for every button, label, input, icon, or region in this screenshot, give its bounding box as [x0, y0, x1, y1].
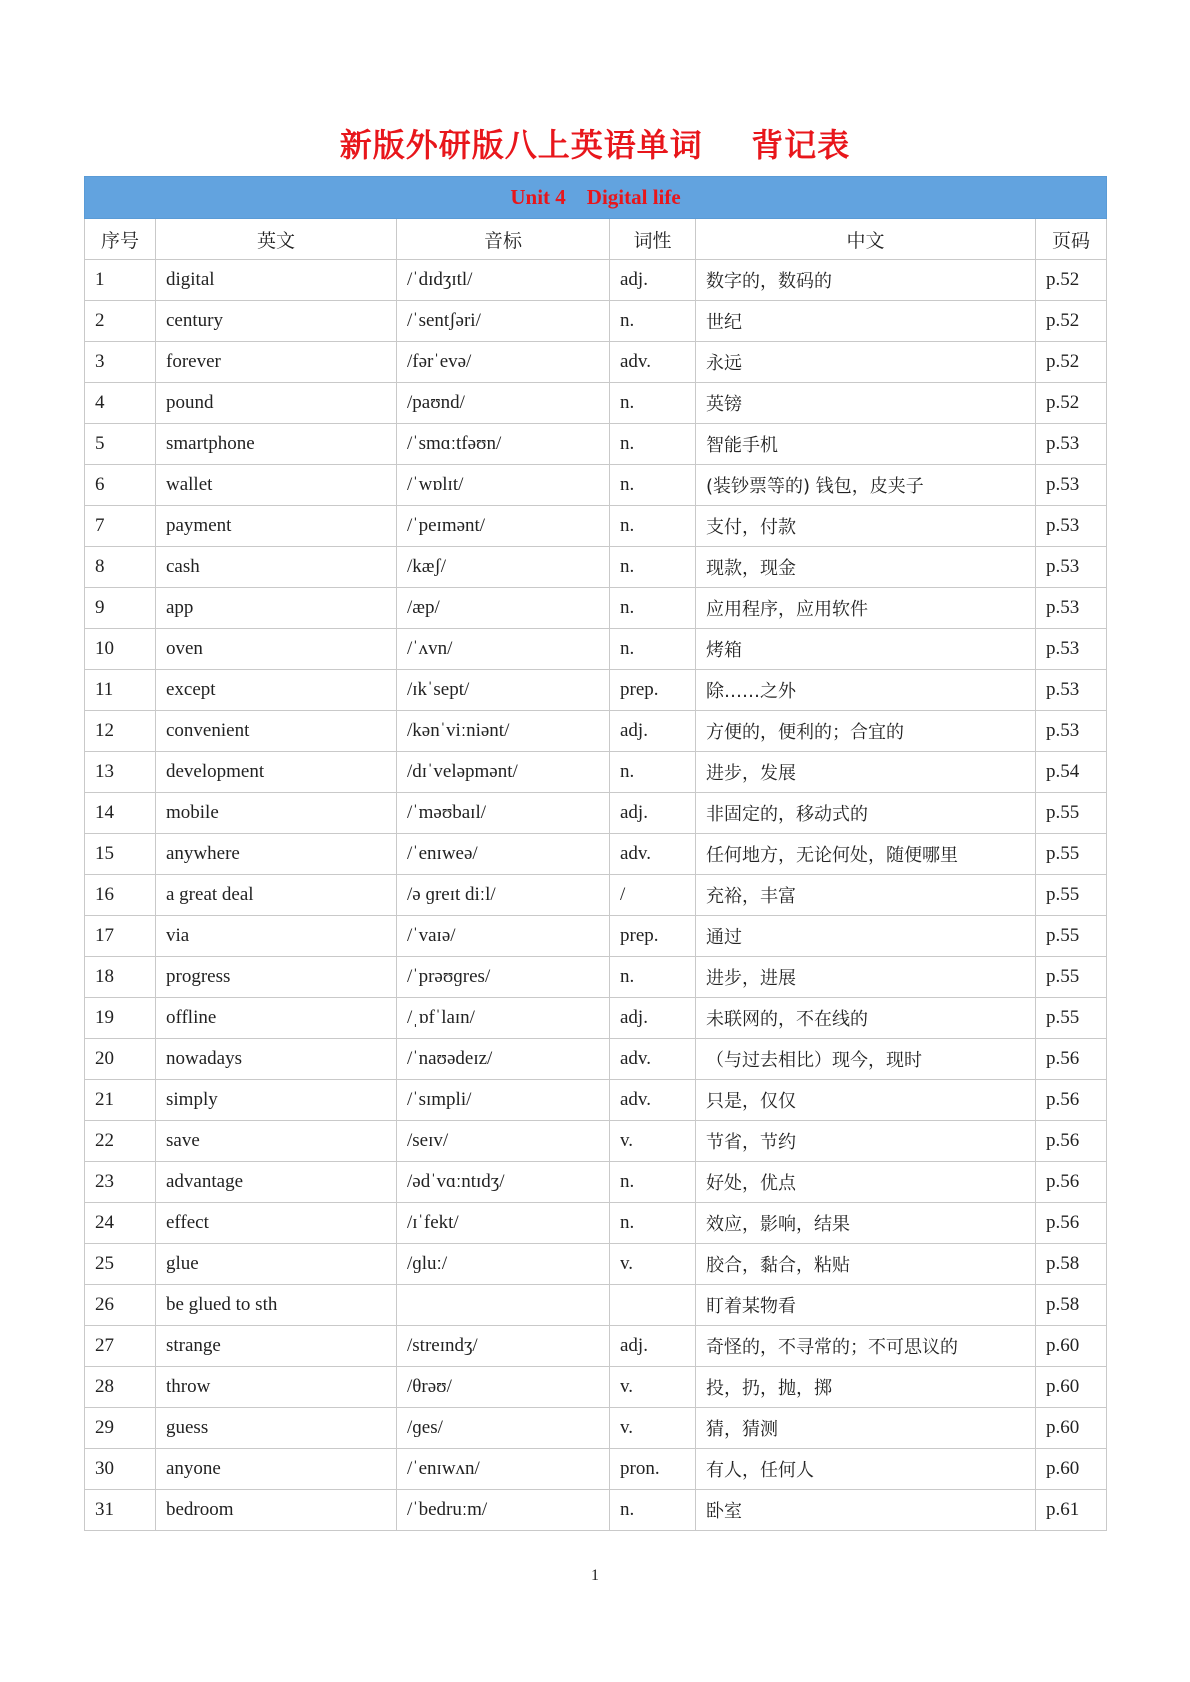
cell-no: 2	[85, 301, 156, 342]
cell-page: p.53	[1036, 547, 1107, 588]
cell-english: progress	[156, 957, 397, 998]
cell-phonetic: /θrəʊ/	[397, 1367, 610, 1408]
cell-phonetic: /ɪˈfekt/	[397, 1203, 610, 1244]
unit-title: Unit 4 Digital life	[85, 177, 1107, 219]
column-header-row	[85, 219, 1107, 260]
cell-phonetic: /dɪˈveləpmənt/	[397, 752, 610, 793]
cell-page: p.53	[1036, 711, 1107, 752]
column-header-page: 页码	[1036, 219, 1107, 260]
cell-page: p.52	[1036, 342, 1107, 383]
table-row	[85, 1162, 1107, 1203]
cell-chinese: 任何地方，无论何处，随便哪里	[696, 834, 1036, 875]
cell-page: p.52	[1036, 301, 1107, 342]
cell-chinese: 效应，影响，结果	[696, 1203, 1036, 1244]
cell-pos: v.	[610, 1408, 696, 1449]
cell-no: 21	[85, 1080, 156, 1121]
table-row	[85, 875, 1107, 916]
cell-page: p.55	[1036, 998, 1107, 1039]
cell-page: p.53	[1036, 506, 1107, 547]
cell-no: 5	[85, 424, 156, 465]
cell-page: p.56	[1036, 1203, 1107, 1244]
cell-page: p.55	[1036, 916, 1107, 957]
cell-phonetic	[397, 1285, 610, 1326]
cell-pos: n.	[610, 465, 696, 506]
cell-pos: /	[610, 875, 696, 916]
cell-english: cash	[156, 547, 397, 588]
cell-pos: n.	[610, 1490, 696, 1531]
cell-no: 9	[85, 588, 156, 629]
cell-page: p.60	[1036, 1408, 1107, 1449]
cell-pos: v.	[610, 1244, 696, 1285]
table-row	[85, 588, 1107, 629]
cell-english: anywhere	[156, 834, 397, 875]
cell-phonetic: /ɪkˈsept/	[397, 670, 610, 711]
cell-english: glue	[156, 1244, 397, 1285]
cell-english: payment	[156, 506, 397, 547]
cell-no: 28	[85, 1367, 156, 1408]
cell-no: 7	[85, 506, 156, 547]
cell-pos: v.	[610, 1367, 696, 1408]
cell-pos	[610, 1285, 696, 1326]
cell-pos: adv.	[610, 342, 696, 383]
cell-page: p.56	[1036, 1121, 1107, 1162]
table-row	[85, 1080, 1107, 1121]
cell-page: p.56	[1036, 1039, 1107, 1080]
cell-english: be glued to sth	[156, 1285, 397, 1326]
cell-page: p.55	[1036, 875, 1107, 916]
cell-phonetic: /ˈvaɪə/	[397, 916, 610, 957]
cell-english: except	[156, 670, 397, 711]
table-row	[85, 1285, 1107, 1326]
cell-page: p.53	[1036, 629, 1107, 670]
cell-pos: prep.	[610, 670, 696, 711]
cell-chinese: 非固定的，移动式的	[696, 793, 1036, 834]
cell-pos: n.	[610, 383, 696, 424]
cell-chinese: 应用程序，应用软件	[696, 588, 1036, 629]
cell-pos: adj.	[610, 711, 696, 752]
cell-chinese: 进步，进展	[696, 957, 1036, 998]
cell-page: p.60	[1036, 1367, 1107, 1408]
cell-chinese: 好处，优点	[696, 1162, 1036, 1203]
table-row	[85, 1203, 1107, 1244]
cell-chinese: 只是，仅仅	[696, 1080, 1036, 1121]
cell-pos: prep.	[610, 916, 696, 957]
cell-no: 22	[85, 1121, 156, 1162]
table-row	[85, 1490, 1107, 1531]
table-row	[85, 629, 1107, 670]
cell-no: 24	[85, 1203, 156, 1244]
cell-chinese: 智能手机	[696, 424, 1036, 465]
cell-phonetic: /æp/	[397, 588, 610, 629]
column-header-english: 英文	[156, 219, 397, 260]
cell-pos: n.	[610, 506, 696, 547]
cell-pos: adv.	[610, 1080, 696, 1121]
table-row	[85, 547, 1107, 588]
table-row	[85, 465, 1107, 506]
cell-chinese: 通过	[696, 916, 1036, 957]
cell-page: p.61	[1036, 1490, 1107, 1531]
cell-chinese: 除……之外	[696, 670, 1036, 711]
cell-english: century	[156, 301, 397, 342]
vocabulary-table	[84, 176, 1107, 1531]
table-row	[85, 834, 1107, 875]
cell-page: p.54	[1036, 752, 1107, 793]
cell-phonetic: /kənˈviːniənt/	[397, 711, 610, 752]
cell-phonetic: /streɪndʒ/	[397, 1326, 610, 1367]
cell-no: 23	[85, 1162, 156, 1203]
cell-page: p.53	[1036, 424, 1107, 465]
cell-no: 18	[85, 957, 156, 998]
cell-page: p.56	[1036, 1162, 1107, 1203]
cell-page: p.53	[1036, 588, 1107, 629]
table-row	[85, 1367, 1107, 1408]
cell-no: 6	[85, 465, 156, 506]
cell-no: 27	[85, 1326, 156, 1367]
cell-phonetic: /ˈsmɑːtfəʊn/	[397, 424, 610, 465]
table-row	[85, 506, 1107, 547]
column-header-chinese: 中文	[696, 219, 1036, 260]
cell-no: 26	[85, 1285, 156, 1326]
cell-english: wallet	[156, 465, 397, 506]
cell-phonetic: /ɡes/	[397, 1408, 610, 1449]
cell-chinese: 节省，节约	[696, 1121, 1036, 1162]
table-row	[85, 1326, 1107, 1367]
table-row	[85, 711, 1107, 752]
table-row	[85, 1449, 1107, 1490]
cell-phonetic: /ˈpeɪmənt/	[397, 506, 610, 547]
cell-chinese: 投，扔，抛，掷	[696, 1367, 1036, 1408]
page-title: 新版外研版八上英语单词 背记表	[339, 126, 851, 164]
cell-phonetic: /ə ɡreɪt diːl/	[397, 875, 610, 916]
cell-phonetic: /ˈsentʃəri/	[397, 301, 610, 342]
cell-phonetic: /ˈməʊbaɪl/	[397, 793, 610, 834]
cell-no: 30	[85, 1449, 156, 1490]
cell-english: guess	[156, 1408, 397, 1449]
cell-no: 3	[85, 342, 156, 383]
table-row	[85, 916, 1107, 957]
cell-page: p.52	[1036, 260, 1107, 301]
cell-pos: adv.	[610, 834, 696, 875]
cell-page: p.58	[1036, 1285, 1107, 1326]
cell-phonetic: /kæʃ/	[397, 547, 610, 588]
cell-chinese: 盯着某物看	[696, 1285, 1036, 1326]
cell-pos: n.	[610, 629, 696, 670]
column-header-no: 序号	[85, 219, 156, 260]
cell-pos: n.	[610, 547, 696, 588]
cell-english: via	[156, 916, 397, 957]
cell-english: smartphone	[156, 424, 397, 465]
cell-page: p.53	[1036, 670, 1107, 711]
cell-chinese: 方便的，便利的；合宜的	[696, 711, 1036, 752]
cell-english: simply	[156, 1080, 397, 1121]
cell-english: effect	[156, 1203, 397, 1244]
cell-pos: adj.	[610, 260, 696, 301]
cell-chinese: 支付，付款	[696, 506, 1036, 547]
table-row	[85, 998, 1107, 1039]
cell-no: 17	[85, 916, 156, 957]
cell-chinese: 胶合，黏合，粘贴	[696, 1244, 1036, 1285]
cell-phonetic: /ˈenɪweə/	[397, 834, 610, 875]
cell-chinese: （与过去相比）现今，现时	[696, 1039, 1036, 1080]
cell-page: p.53	[1036, 465, 1107, 506]
cell-pos: n.	[610, 588, 696, 629]
cell-chinese: 进步，发展	[696, 752, 1036, 793]
table-row	[85, 752, 1107, 793]
cell-english: throw	[156, 1367, 397, 1408]
cell-pos: n.	[610, 424, 696, 465]
cell-pos: pron.	[610, 1449, 696, 1490]
table-row	[85, 301, 1107, 342]
cell-pos: adj.	[610, 998, 696, 1039]
cell-english: forever	[156, 342, 397, 383]
cell-chinese: 卧室	[696, 1490, 1036, 1531]
table-row	[85, 1039, 1107, 1080]
cell-page: p.56	[1036, 1080, 1107, 1121]
cell-phonetic: /ˈdɪdʒɪtl/	[397, 260, 610, 301]
cell-no: 19	[85, 998, 156, 1039]
cell-pos: adj.	[610, 1326, 696, 1367]
unit-header-row	[85, 177, 1107, 219]
cell-english: convenient	[156, 711, 397, 752]
table-row	[85, 1408, 1107, 1449]
cell-page: p.52	[1036, 383, 1107, 424]
cell-english: oven	[156, 629, 397, 670]
cell-english: bedroom	[156, 1490, 397, 1531]
cell-phonetic: /ˈnaʊədeɪz/	[397, 1039, 610, 1080]
cell-pos: n.	[610, 301, 696, 342]
cell-pos: n.	[610, 957, 696, 998]
cell-pos: v.	[610, 1121, 696, 1162]
cell-phonetic: /ˈsɪmpli/	[397, 1080, 610, 1121]
cell-pos: adv.	[610, 1039, 696, 1080]
cell-page: p.60	[1036, 1449, 1107, 1490]
page-number: 1	[591, 1567, 599, 1584]
cell-english: save	[156, 1121, 397, 1162]
cell-chinese: 世纪	[696, 301, 1036, 342]
cell-chinese: 猜，猜测	[696, 1408, 1036, 1449]
cell-phonetic: /ˈenɪwʌn/	[397, 1449, 610, 1490]
cell-no: 8	[85, 547, 156, 588]
cell-english: strange	[156, 1326, 397, 1367]
cell-chinese: 英镑	[696, 383, 1036, 424]
cell-english: mobile	[156, 793, 397, 834]
cell-english: pound	[156, 383, 397, 424]
cell-no: 1	[85, 260, 156, 301]
cell-chinese: 充裕，丰富	[696, 875, 1036, 916]
cell-no: 20	[85, 1039, 156, 1080]
table-row	[85, 957, 1107, 998]
cell-phonetic: /ˈwɒlɪt/	[397, 465, 610, 506]
cell-phonetic: /ˌɒfˈlaɪn/	[397, 998, 610, 1039]
cell-pos: n.	[610, 1162, 696, 1203]
table-row	[85, 260, 1107, 301]
table-row	[85, 793, 1107, 834]
table-row	[85, 670, 1107, 711]
cell-no: 4	[85, 383, 156, 424]
cell-phonetic: /ˈprəʊɡres/	[397, 957, 610, 998]
cell-no: 16	[85, 875, 156, 916]
cell-pos: n.	[610, 752, 696, 793]
cell-chinese: 奇怪的，不寻常的；不可思议的	[696, 1326, 1036, 1367]
cell-english: nowadays	[156, 1039, 397, 1080]
cell-english: advantage	[156, 1162, 397, 1203]
cell-phonetic: /fərˈevə/	[397, 342, 610, 383]
cell-no: 12	[85, 711, 156, 752]
cell-no: 25	[85, 1244, 156, 1285]
cell-chinese: (装钞票等的) 钱包，皮夹子	[696, 465, 1036, 506]
cell-no: 15	[85, 834, 156, 875]
cell-english: app	[156, 588, 397, 629]
cell-no: 14	[85, 793, 156, 834]
cell-english: anyone	[156, 1449, 397, 1490]
cell-no: 11	[85, 670, 156, 711]
table-row	[85, 383, 1107, 424]
cell-chinese: 永远	[696, 342, 1036, 383]
cell-chinese: 未联网的，不在线的	[696, 998, 1036, 1039]
cell-phonetic: /ədˈvɑːntɪdʒ/	[397, 1162, 610, 1203]
cell-no: 29	[85, 1408, 156, 1449]
cell-page: p.55	[1036, 834, 1107, 875]
cell-pos: adj.	[610, 793, 696, 834]
cell-page: p.55	[1036, 793, 1107, 834]
cell-english: development	[156, 752, 397, 793]
table-row	[85, 424, 1107, 465]
cell-page: p.58	[1036, 1244, 1107, 1285]
cell-page: p.60	[1036, 1326, 1107, 1367]
cell-chinese: 现款，现金	[696, 547, 1036, 588]
cell-phonetic: /ˈbedruːm/	[397, 1490, 610, 1531]
cell-no: 10	[85, 629, 156, 670]
cell-no: 31	[85, 1490, 156, 1531]
column-header-phonetic: 音标	[397, 219, 610, 260]
cell-chinese: 烤箱	[696, 629, 1036, 670]
cell-english: a great deal	[156, 875, 397, 916]
cell-phonetic: /ˈʌvn/	[397, 629, 610, 670]
column-header-pos: 词性	[610, 219, 696, 260]
cell-english: offline	[156, 998, 397, 1039]
cell-pos: n.	[610, 1203, 696, 1244]
cell-chinese: 数字的，数码的	[696, 260, 1036, 301]
cell-english: digital	[156, 260, 397, 301]
cell-phonetic: /seɪv/	[397, 1121, 610, 1162]
cell-page: p.55	[1036, 957, 1107, 998]
cell-phonetic: /paʊnd/	[397, 383, 610, 424]
table-row	[85, 342, 1107, 383]
cell-chinese: 有人，任何人	[696, 1449, 1036, 1490]
table-row	[85, 1244, 1107, 1285]
cell-phonetic: /ɡluː/	[397, 1244, 610, 1285]
table-row	[85, 1121, 1107, 1162]
cell-no: 13	[85, 752, 156, 793]
